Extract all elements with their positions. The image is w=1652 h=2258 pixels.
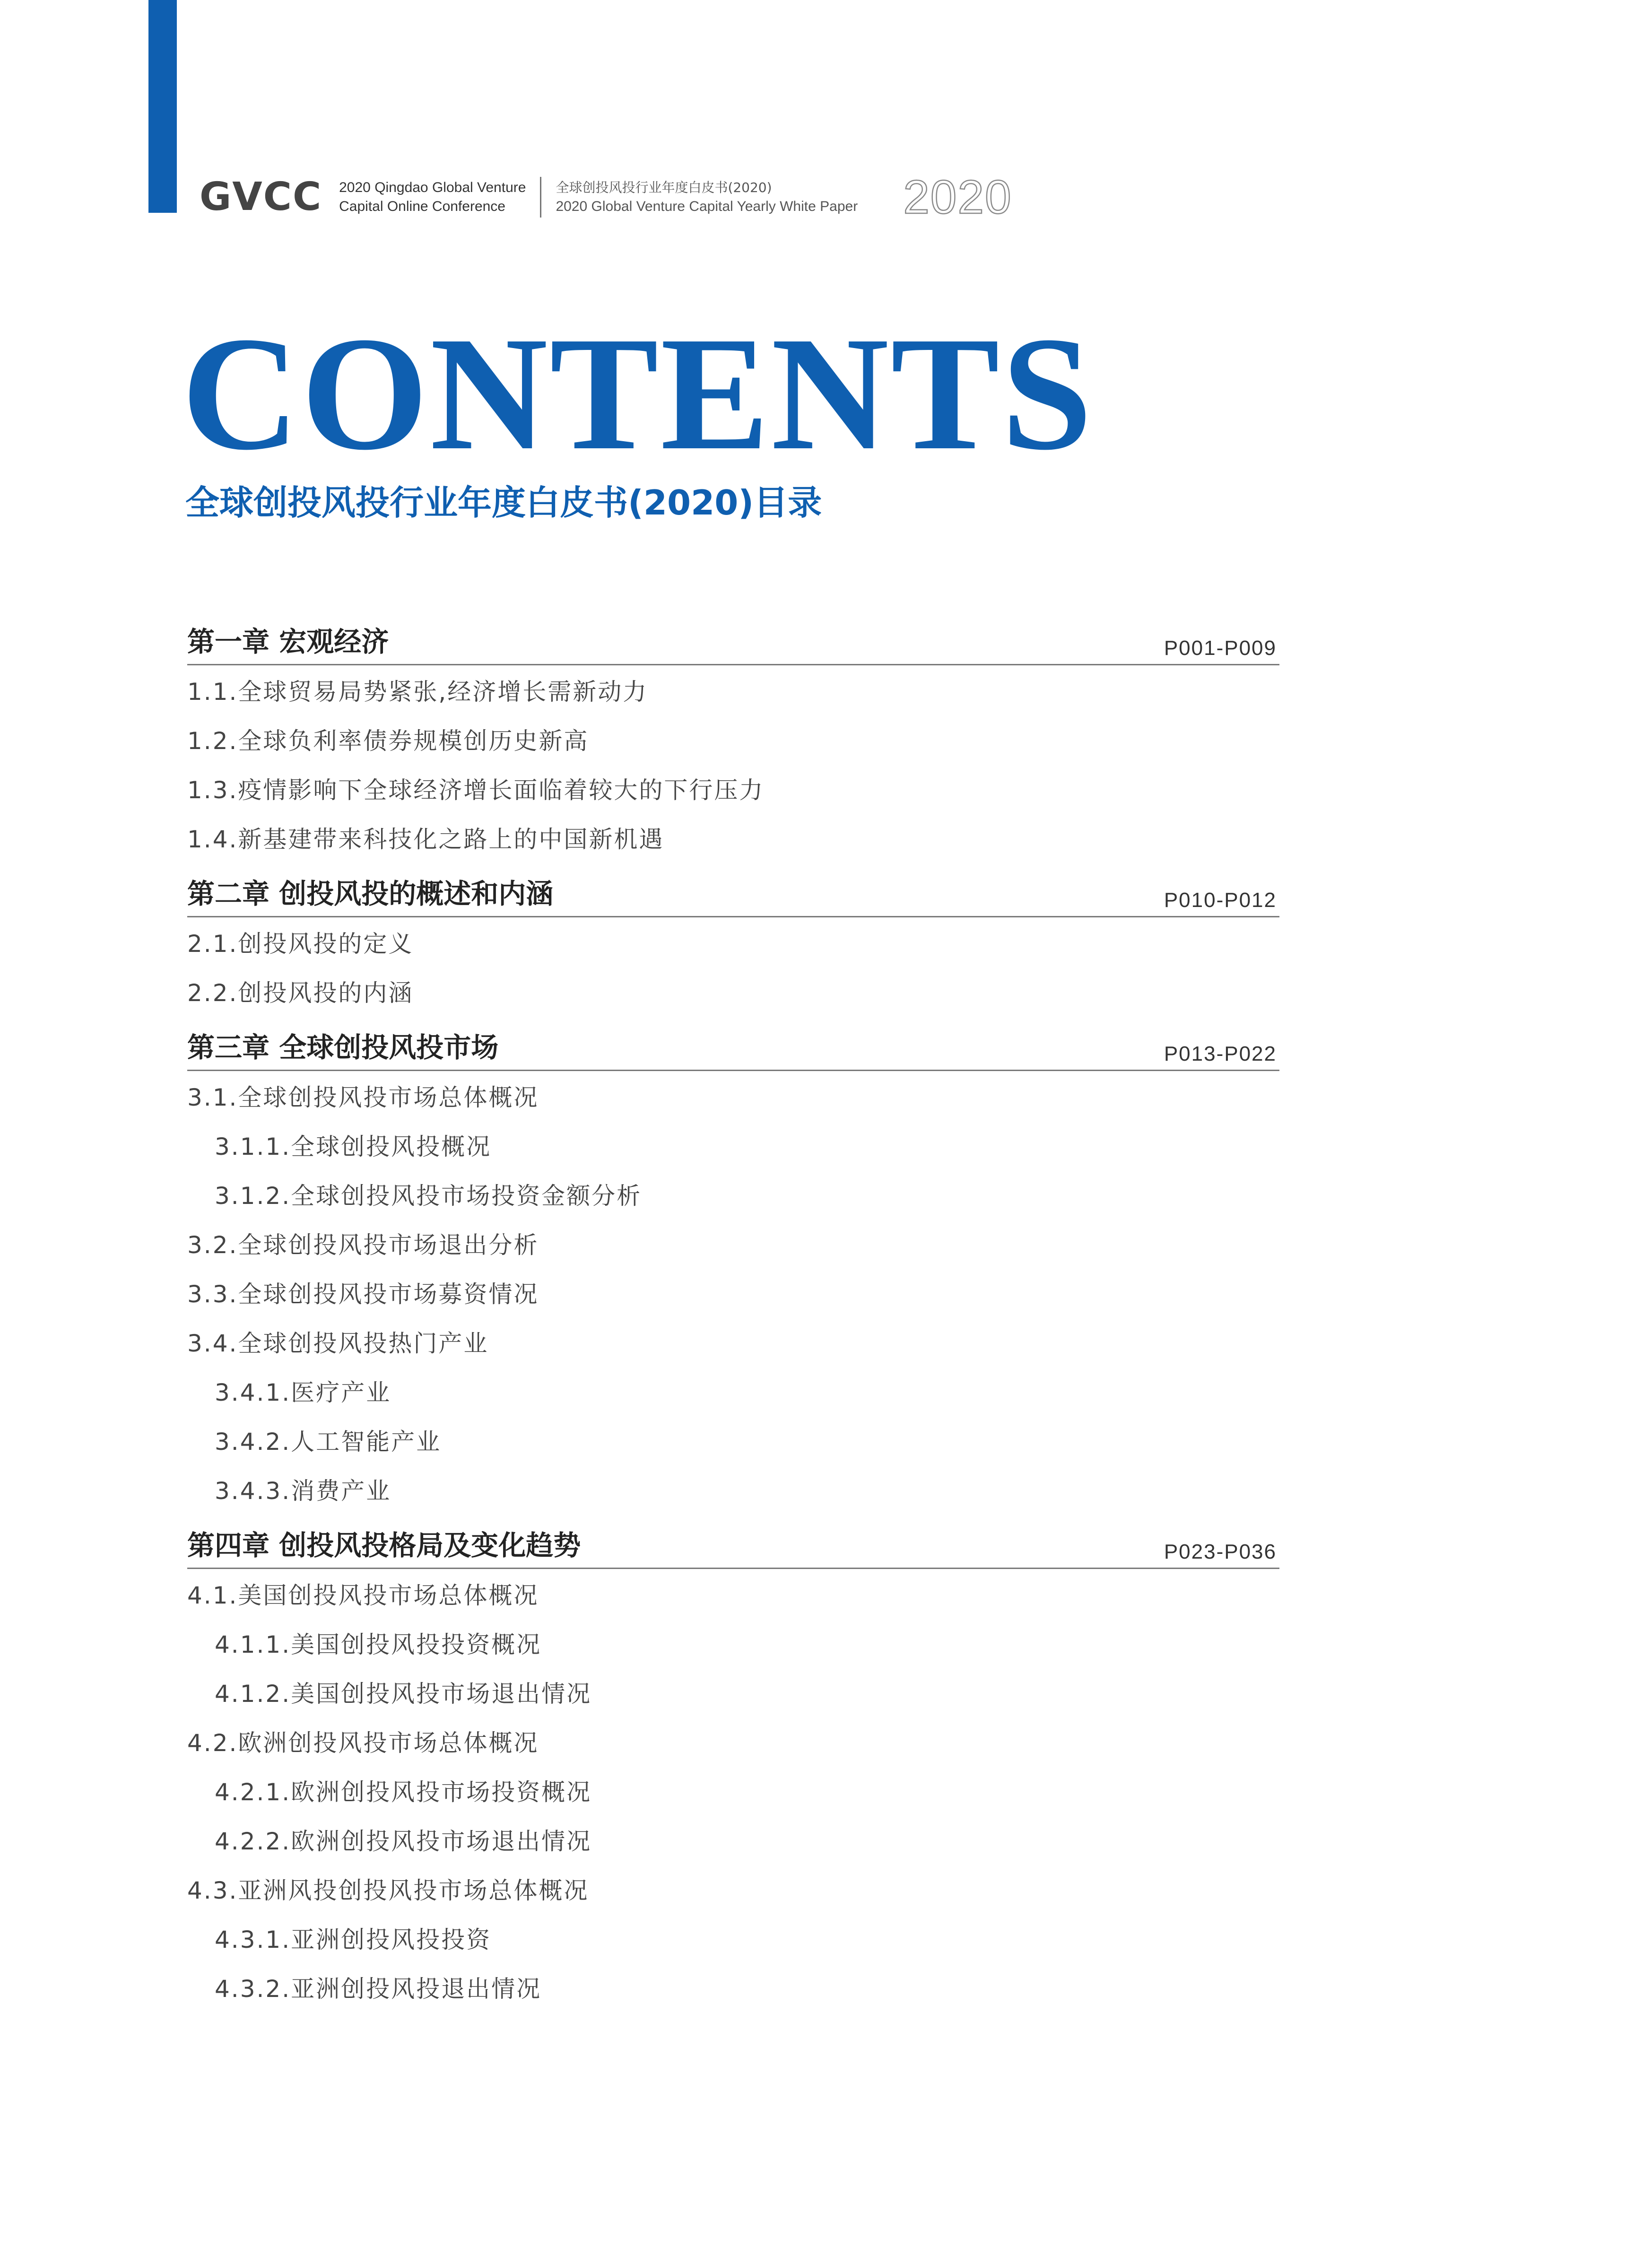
toc-subsection-item[interactable]: 3.4.3.消费产业 [215,1477,391,1505]
toc-section-item[interactable]: 3.1.全球创投风投市场总体概况 [187,1084,539,1111]
chapter-title: 第二章 创投风投的概述和内涵 [187,878,554,910]
toc-subsection-item[interactable]: 4.2.2.欧洲创投风投市场退出情况 [215,1828,592,1855]
toc-section-item[interactable]: 4.1.美国创投风投市场总体概况 [187,1582,539,1609]
toc-section-item[interactable]: 3.4.全球创投风投热门产业 [187,1330,489,1357]
toc-subsection-item[interactable]: 4.3.2.亚洲创投风投退出情况 [215,1975,542,2003]
conference-line-1: 2020 Qingdao Global Venture [339,180,526,195]
gvcc-logo: GVCC [200,174,322,219]
chapter-page-range: P001-P009 [1164,636,1277,660]
table-of-contents [187,610,1279,2012]
chapter-title: 第一章 宏观经济 [187,626,389,658]
toc-chapter-heading[interactable] [187,862,1279,917]
toc-section-item[interactable]: 1.4.新基建带来科技化之路上的中国新机遇 [187,826,664,853]
toc-section-item[interactable]: 3.2.全球创投风投市场退出分析 [187,1231,539,1259]
toc-subsection-item[interactable]: 3.1.2.全球创投风投市场投资金额分析 [215,1182,642,1210]
toc-subsection-item[interactable]: 4.3.1.亚洲创投风投投资 [215,1926,492,1953]
header-year: 2020 [903,171,1012,224]
toc-subsection-item[interactable]: 4.1.2.美国创投风投市场退出情况 [215,1680,592,1708]
toc-subsection-item[interactable]: 4.2.1.欧洲创投风投市场投资概况 [215,1779,592,1806]
toc-chapter-heading[interactable] [187,610,1279,665]
toc-subsection-item[interactable]: 3.4.2.人工智能产业 [215,1428,442,1456]
page-header [200,166,1012,228]
conference-name [339,178,526,216]
toc-section-item[interactable]: 2.1.创投风投的定义 [187,930,414,958]
chapter-page-range: P013-P022 [1164,1042,1277,1065]
header-divider [540,177,541,218]
whitepaper-name-en: 2020 Global Venture Capital Yearly White Paper [556,199,858,214]
whitepaper-name-cn: 全球创投风投行业年度白皮书(2020) [556,180,772,195]
toc-subsection-item[interactable]: 4.1.1.美国创投风投投资概况 [215,1631,542,1658]
toc-subsection-item[interactable]: 3.1.1.全球创投风投概况 [215,1133,492,1160]
toc-section-item[interactable]: 4.3.亚洲风投创投风投市场总体概况 [187,1877,589,1904]
chapter-page-range: P023-P036 [1164,1540,1277,1563]
toc-subsection-item[interactable]: 3.4.1.医疗产业 [215,1379,391,1406]
toc-chapter-heading[interactable] [187,1016,1279,1071]
chapter-page-range: P010-P012 [1164,889,1277,912]
chapter-title: 第三章 全球创投风投市场 [187,1031,499,1064]
whitepaper-name [556,178,858,216]
toc-section-item[interactable]: 3.3.全球创投风投市场募资情况 [187,1281,539,1308]
toc-section-item[interactable]: 2.2.创投风投的内涵 [187,979,414,1007]
toc-section-item[interactable]: 4.2.欧洲创投风投市场总体概况 [187,1729,539,1757]
chapter-title: 第四章 创投风投格局及变化趋势 [187,1529,581,1561]
contents-subtitle: 全球创投风投行业年度白皮书(2020)目录 [185,483,822,523]
accent-bar [148,0,177,213]
contents-title: CONTENTS [182,303,1095,484]
toc-section-item[interactable]: 1.2.全球负利率债券规模创历史新高 [187,727,589,755]
conference-line-2: Capital Online Conference [339,199,505,214]
toc-section-item[interactable]: 1.3.疫情影响下全球经济增长面临着较大的下行压力 [187,776,765,804]
toc-chapter-heading[interactable] [187,1514,1279,1569]
toc-section-item[interactable]: 1.1.全球贸易局势紧张,经济增长需新动力 [187,678,648,706]
